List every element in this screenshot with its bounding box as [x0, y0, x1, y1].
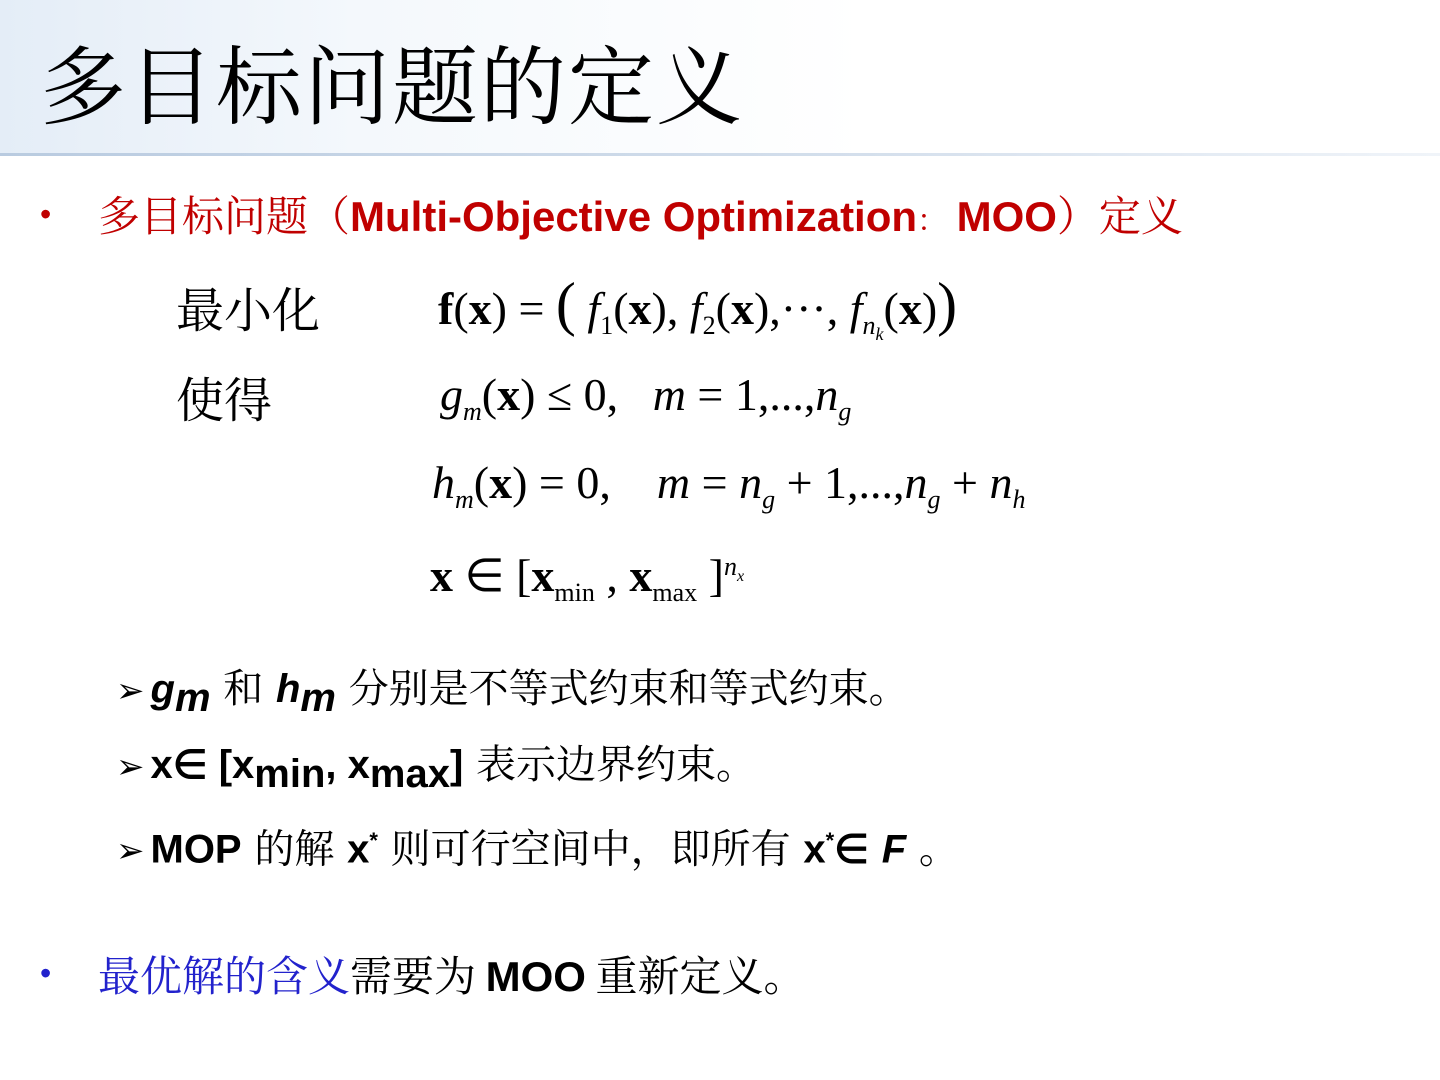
note-mop: MOP	[150, 827, 242, 872]
note-x-open: x∈ [x	[150, 743, 255, 787]
note-h: h	[275, 667, 301, 711]
title-divider	[0, 153, 1440, 156]
note-xstar: x	[347, 827, 370, 872]
bullet-text-cjk: 多目标问题（	[98, 192, 351, 241]
bullet-colon: ：	[917, 204, 948, 239]
note-text: 表示边界约束。	[476, 742, 756, 788]
note-min: min	[254, 752, 326, 796]
arrow-icon: ➢	[116, 831, 145, 872]
note-end: 。	[918, 826, 959, 873]
bullet-dot: •	[40, 196, 52, 232]
note-in: ∈	[834, 827, 869, 872]
note-solution	[116, 816, 959, 876]
equality-constraint: $h_m(x) = 0$, $m = n_g + 1,...,n_g + n_h$	[432, 457, 1026, 515]
note-F: F	[881, 827, 907, 872]
note-constraints	[116, 664, 909, 723]
minimize-label: 最小化	[176, 283, 321, 339]
objective-formula: f(x) = ( $f_1(x)$, $f_2(x),\cdot\cdot\cdot$, $f_{n_k}(x)$)	[438, 271, 958, 345]
page-title: 多目标问题的定义	[40, 38, 744, 138]
note-h-sub: m	[300, 676, 336, 720]
note-xstar-2: x	[803, 827, 826, 872]
arrow-icon: ➢	[116, 747, 145, 787]
note-g: g	[150, 667, 175, 711]
note-and: 和	[223, 666, 264, 712]
arrow-icon: ➢	[116, 671, 145, 711]
note-close: ]	[449, 743, 464, 787]
bullet-text-cjk-end: ）定义	[1056, 192, 1183, 241]
bullet-text: 需要为	[350, 952, 477, 1001]
bullet-dot: •	[40, 955, 52, 991]
note-star-2: *	[825, 828, 835, 853]
bullet-abbr: MOO	[485, 953, 586, 1000]
bullet-blue-text: 最优解的含义	[98, 952, 351, 1001]
bound-constraint: x ∈ [$x_{min}$ , $x_{max}$ ]$^{n_x}$	[430, 550, 745, 608]
note-text: 则可行空间中，即所有	[390, 826, 791, 873]
bullet-text-end: 重新定义。	[595, 952, 806, 1001]
bullet-moo-definition	[98, 190, 1378, 249]
note-of: 的解	[254, 826, 335, 873]
note-max: max	[369, 752, 450, 796]
bullet-optimal-solution	[98, 950, 805, 1009]
note-comma: , x	[325, 743, 370, 787]
subject-to-label: 使得	[176, 373, 273, 429]
note-bounds	[116, 740, 756, 799]
bullet-abbr: MOO	[956, 193, 1057, 240]
inequality-constraint: $g_m(x) \le 0$, $m = 1,...,n_g$	[440, 369, 852, 427]
bullet-text-latin: Multi-Objective Optimization	[350, 193, 918, 240]
note-text: 分别是不等式约束和等式约束。	[348, 666, 909, 712]
note-star: *	[369, 828, 378, 853]
note-g-sub: m	[174, 676, 211, 720]
